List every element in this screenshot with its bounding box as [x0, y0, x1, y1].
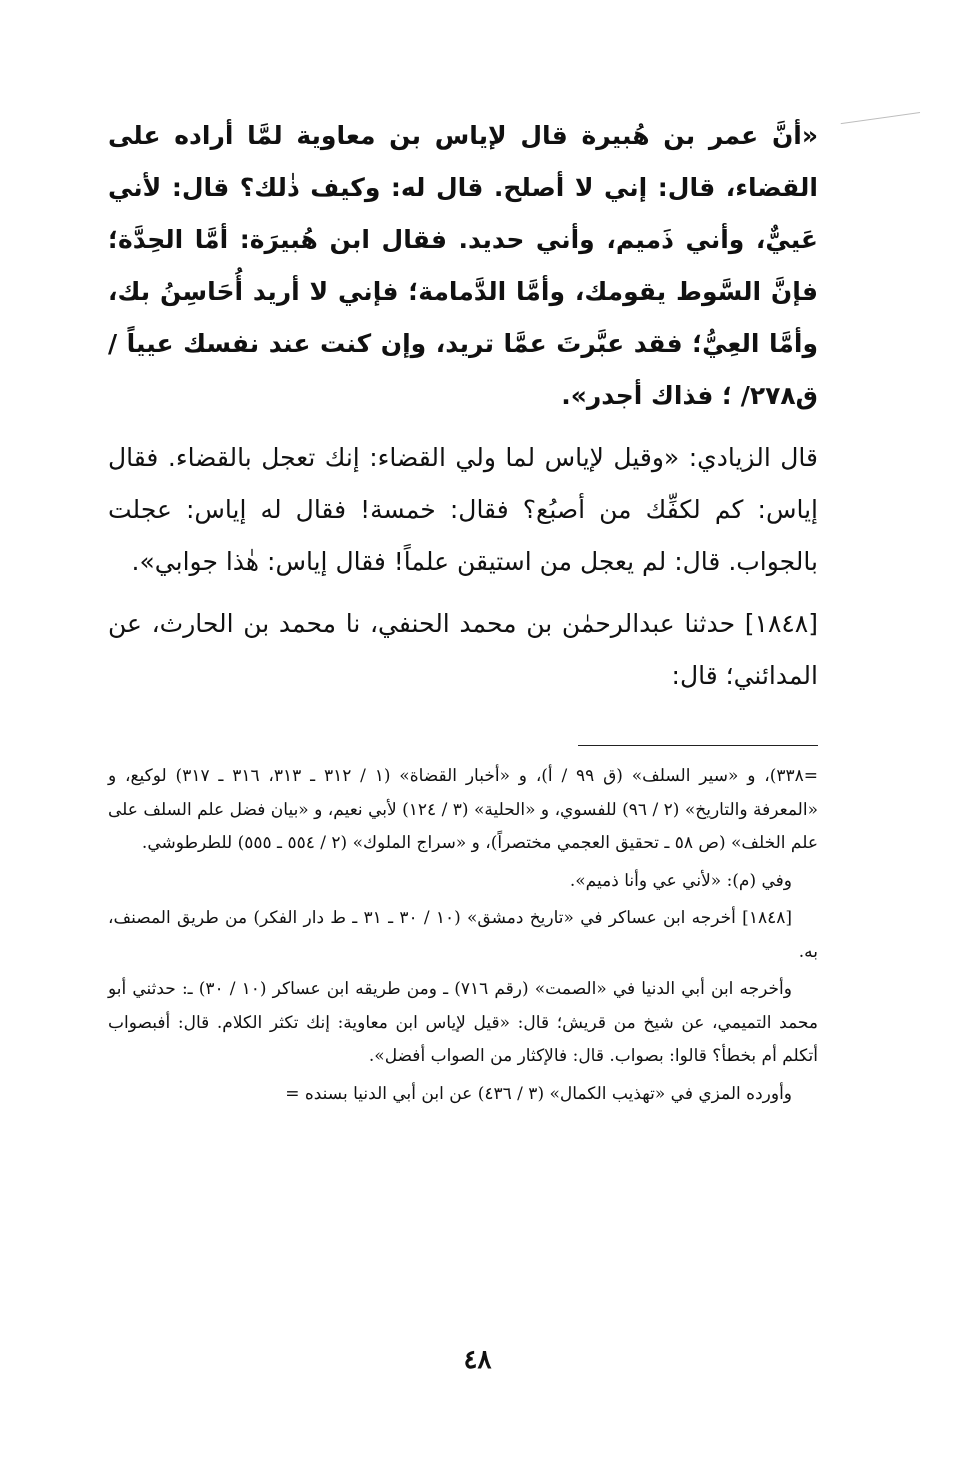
main-paragraph-3: [١٨٤٨] حدثنا عبدالرحمٰن بن محمد الحنفي، نا محمد بن الحارث، عن المدائني؛ قال:: [108, 609, 818, 690]
scan-mark: [841, 112, 920, 124]
footnote-paragraph-3: [١٨٤٨] أخرجه ابن عساكر في «تاريخ دمشق» (١٠ / ٣٠ ـ ٣١ ـ ط دار الفكر) من طريق المصنف، به.: [108, 908, 818, 962]
footnote-paragraph-1: =٣٣٨)، و «سير السلف» (ق ٩٩ / أ)، و «أخبار القضاة» (١ / ٣١٢ ـ ٣١٣، ٣١٦ ـ ٣١٧) لوكيع، و «المعرفة والتاريخ» (٢ / ٩٦) للفسوي، و «الحلية» (٣ / ١٢٤) لأبي نعيم، و «بيان فضل علم السلف على علم الخلف» (ص ٥٨ ـ تحقيق العجمي مختصراً)، و «سراج الملوك» (٢ / ٥٥٤ ـ ٥٥٥) للطرطوشي.: [108, 766, 818, 853]
main-paragraph-1: «أنَّ عمر بن هُبيرة قال لإياس بن معاوية لمَّا أراده على القضاء، قال: إني لا أصلح. قال له: وكيف ذٰلك؟ قال: لأني عَييٌّ، وأني ذَميم، وأني حديد. فقال ابن هُبيرَة: أمَّا الحِدَّة؛ فإنَّ السَّوط يقومك، وأمَّا الدَّمامة؛ فإني لا أريد أُحَاسِنُ بك، وأمَّا العِيُّ؛ فقد عبَّرتَ عمَّا تريد، وإن كنت عند نفسك عيياً / ق٢٧٨/ ؛ فذاك أجدر».: [108, 121, 818, 410]
page-number: ٤٨: [463, 1345, 492, 1375]
main-text: [108, 110, 818, 712]
footnotes: [108, 760, 818, 1115]
footnote-paragraph-5: وأورده المزي في «تهذيب الكمال» (٣ / ٤٣٦) عن ابن أبي الدنيا بسنده =: [285, 1083, 792, 1104]
footnote-paragraph-2: وفي (م): «لأني عي وأنا ذميم».: [569, 870, 792, 891]
main-paragraph-2: قال الزيادي: «وقيل لإياس لما ولي القضاء: إنك تعجل بالقضاء. فقال إياس: كم لكفِّك من أصبُع؟ فقال: خمسة! فقال له إياس: عجلت بالجواب. قال: لم يعجل من استيقن علماً! فقال إياس: هٰذا جوابي».: [108, 443, 818, 576]
footnote-separator: [578, 745, 818, 746]
footnote-paragraph-4: وأخرجه ابن أبي الدنيا في «الصمت» (رقم ٧١٦) ـ ومن طريقه ابن عساكر (١٠ / ٣٠) ـ: حدثني أبو محمد التميمي، عن شيخ من قريش؛ قال: «قيل لإياس ابن معاوية: إنك تكثر الكلام. قال: أفبصواب أتكلم أم بخطأ؟ قالوا: بصواب. قال: فالإكثار من الصواب أفضل».: [108, 979, 818, 1066]
book-page: [100, 0, 830, 1480]
